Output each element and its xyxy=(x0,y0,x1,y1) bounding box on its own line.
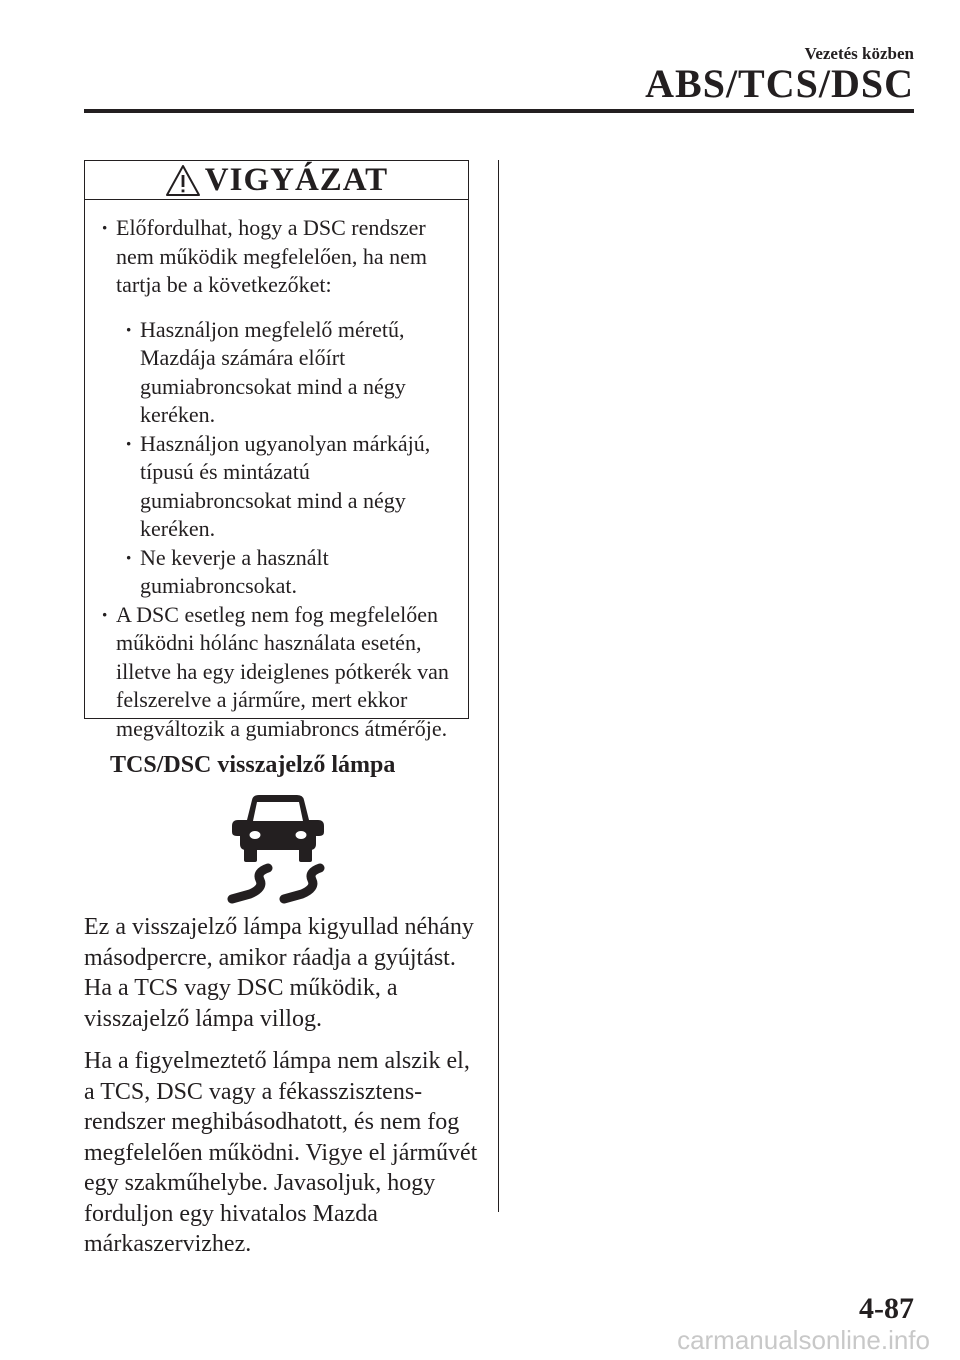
header-divider xyxy=(84,109,914,113)
caution-title: VIGYÁZAT xyxy=(204,161,389,198)
tcs-dsc-skidding-car-icon xyxy=(226,792,328,904)
page-title: ABS/TCS/DSC xyxy=(645,61,914,106)
caution-item: · A DSC esetleg nem fog megfelelően működni hólánc használata esetén, illetve ha egy ideiglenes pótkerék van felszerelve a járműre, mert ekkor megváltozik a gumiabroncs átmérője. xyxy=(101,601,458,744)
section-name: Vezetés közben xyxy=(804,44,914,63)
body-paragraph: Ez a visszajelző lámpa kigyullad néhány másodpercre, amikor ráadja a gyújtást. Ha a TCS vagy DSC működik, a visszajelző lámpa villog. xyxy=(84,914,474,1032)
watermark: carmanualsonline.info xyxy=(677,1325,930,1355)
caution-subitem: · Használjon ugyanolyan márkájú, típusú és mintázatú gumiabroncsokat mind a négy keréken. xyxy=(125,430,458,544)
column-divider xyxy=(498,160,499,1212)
caution-header xyxy=(85,161,468,200)
caution-subitem: · Használjon megfelelő méretű, Mazdája számára előírt gumiabroncsokat mind a négy keréken. xyxy=(125,316,458,430)
caution-box xyxy=(84,160,469,741)
page-number: 4-87 xyxy=(859,1292,914,1325)
section-heading: TCS/DSC visszajelző lámpa xyxy=(110,752,396,778)
body-paragraph: Ha a figyelmeztető lámpa nem alszik el, a TCS, DSC vagy a fékasszisztens-rendszer meghibásodhatott, és nem fog megfelelően működni. Vigye el járművét egy szakműhelybe. Javasoljuk, hogy forduljon egy hivatalos Mazda márkaszervizhez. xyxy=(84,1048,478,1257)
caution-body xyxy=(85,200,468,743)
caution-subitem: · Ne keverje a használt gumiabroncsokat. xyxy=(125,544,458,601)
caution-item: · Előfordulhat, hogy a DSC rendszer nem működik megfelelően, ha nem tartja be a következőket: xyxy=(101,214,458,300)
warning-triangle-icon xyxy=(165,164,201,197)
